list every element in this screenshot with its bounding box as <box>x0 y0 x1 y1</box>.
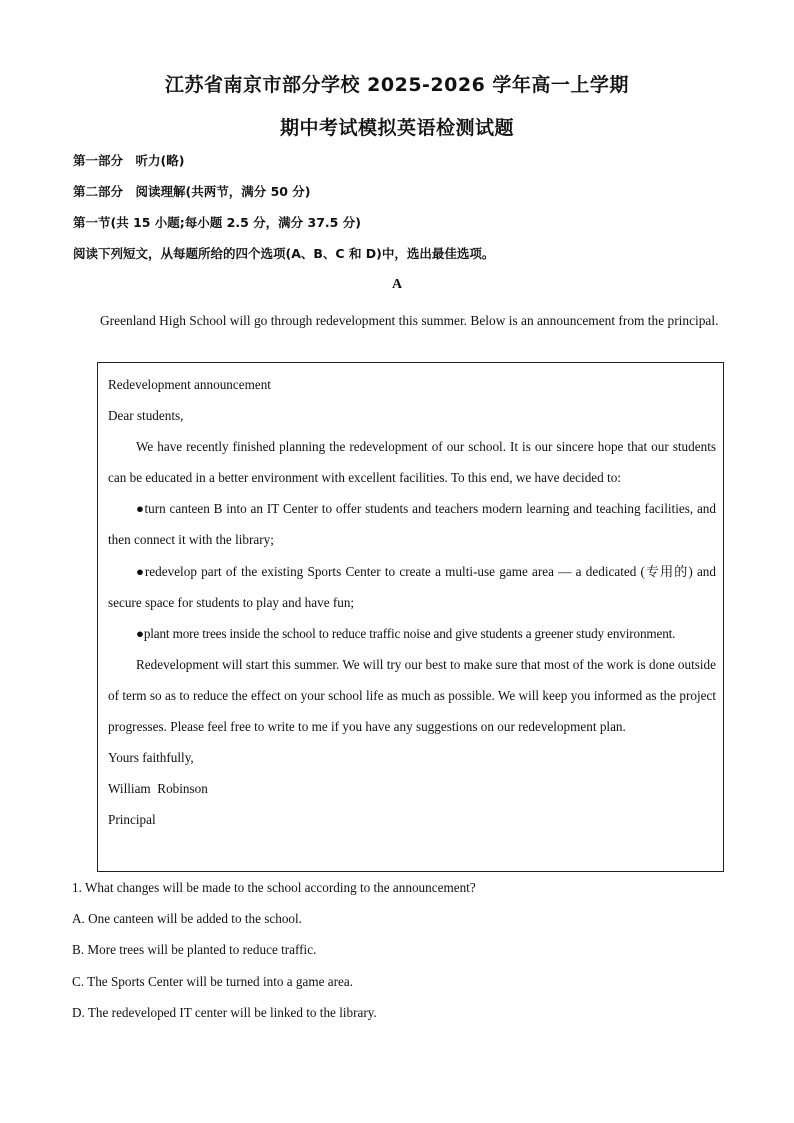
announcement-role: Principal <box>108 812 156 828</box>
question-1-stem: 1. What changes will be made to the school according to the announcement? <box>72 880 476 895</box>
announcement-paragraph-2: Redevelopment will start this summer. We will try our best to make sure that most of the work is done outside of term so as to reduce the effect on your school life as much as possible. We will keep you informed as the project progresses. Please feel free to write to me if you have any suggestions on our redevelopment plan. <box>108 656 716 735</box>
section1-heading: 第一节(共 15 小题;每小题 2.5 分，满分 37.5 分) <box>73 215 361 230</box>
passage-intro: Greenland High School will go through redevelopment this summer. Below is an announcement from the principal. <box>100 313 719 328</box>
passage-label: A <box>391 277 403 292</box>
announcement-closing: Yours faithfully, <box>108 750 194 766</box>
page-title: 江苏省南京市部分学校 2025-2026 学年高一上学期 <box>165 74 629 96</box>
question-1-option-b[interactable]: B. More trees will be planted to reduce traffic. <box>72 942 317 957</box>
announcement-bullet-3: ●plant more trees inside the school to reduce traffic noise and give students a greener study environment. <box>136 625 676 641</box>
question-1-option-d[interactable]: D. The redeveloped IT center will be linked to the library. <box>72 1005 377 1020</box>
announcement-bullet-2: ●redevelop part of the existing Sports Center to create a multi-use game area — a dedicated (专用的) and secure space for students to play and have fun; <box>108 563 716 610</box>
announcement-heading: Redevelopment announcement <box>108 377 271 392</box>
announcement-greeting: Dear students, <box>108 408 184 424</box>
instruction-text: 阅读下列短文，从每题所给的四个选项(A、B、C 和 D)中，选出最佳选项。 <box>73 246 495 261</box>
announcement-paragraph-1: We have recently finished planning the redevelopment of our school. It is our sincere hope that our students can be educated in a better environment with excellent facilities. To this end, we have decided to: <box>108 439 716 486</box>
page-subtitle: 期中考试模拟英语检测试题 <box>279 117 514 139</box>
announcement-box <box>97 362 724 872</box>
question-1-option-c[interactable]: C. The Sports Center will be turned into a game area. <box>72 974 354 989</box>
part1-heading: 第一部分 听力(略) <box>73 153 185 168</box>
announcement-signature: William Robinson <box>108 781 208 797</box>
question-1-option-a[interactable]: A. One canteen will be added to the school. <box>72 911 302 926</box>
announcement-bullet-1: ●turn canteen B into an IT Center to offer students and teachers modern learning and teaching facilities, and then connect it with the library; <box>108 501 716 548</box>
part2-heading: 第二部分 阅读理解(共两节，满分 50 分) <box>73 184 311 199</box>
